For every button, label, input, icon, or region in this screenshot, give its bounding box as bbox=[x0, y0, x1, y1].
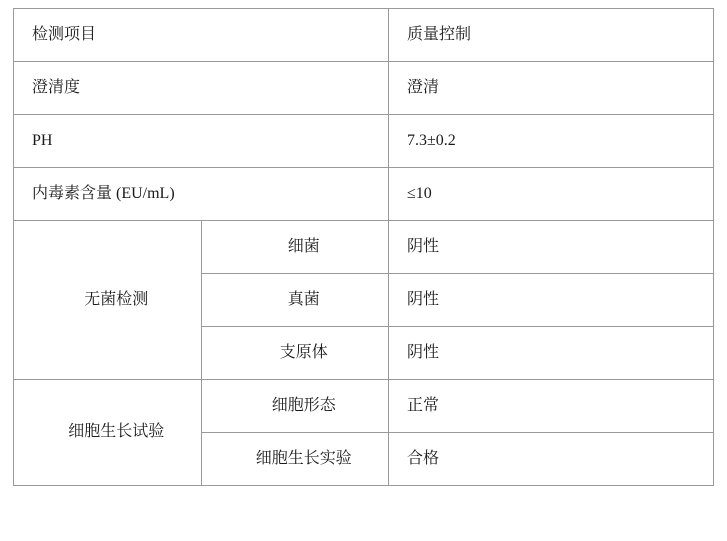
table-row bbox=[14, 380, 714, 433]
table-row bbox=[14, 9, 714, 62]
table-row bbox=[14, 115, 714, 168]
row-value: 阴性 bbox=[389, 274, 714, 327]
table-row bbox=[14, 168, 714, 221]
row-value: 阴性 bbox=[389, 221, 714, 274]
row-value: 澄清 bbox=[389, 62, 714, 115]
group-label-cell-growth: 细胞生长试验 bbox=[14, 380, 202, 486]
sub-label: 细菌 bbox=[201, 221, 389, 274]
sub-label: 支原体 bbox=[201, 327, 389, 380]
sub-label: 真菌 bbox=[201, 274, 389, 327]
row-value: 质量控制 bbox=[389, 9, 714, 62]
row-label: 澄清度 bbox=[14, 62, 389, 115]
quality-control-table bbox=[13, 8, 714, 486]
sub-label: 细胞生长实验 bbox=[201, 433, 389, 486]
row-value: 7.3±0.2 bbox=[389, 115, 714, 168]
row-value: 阴性 bbox=[389, 327, 714, 380]
table-row bbox=[14, 221, 714, 274]
sub-label: 细胞形态 bbox=[201, 380, 389, 433]
row-value: 合格 bbox=[389, 433, 714, 486]
row-value: 正常 bbox=[389, 380, 714, 433]
row-label: PH bbox=[14, 115, 389, 168]
row-value: ≤10 bbox=[389, 168, 714, 221]
row-label: 检测项目 bbox=[14, 9, 389, 62]
row-label: 内毒素含量 (EU/mL) bbox=[14, 168, 389, 221]
table-row bbox=[14, 62, 714, 115]
group-label-sterility: 无菌检测 bbox=[14, 221, 202, 380]
